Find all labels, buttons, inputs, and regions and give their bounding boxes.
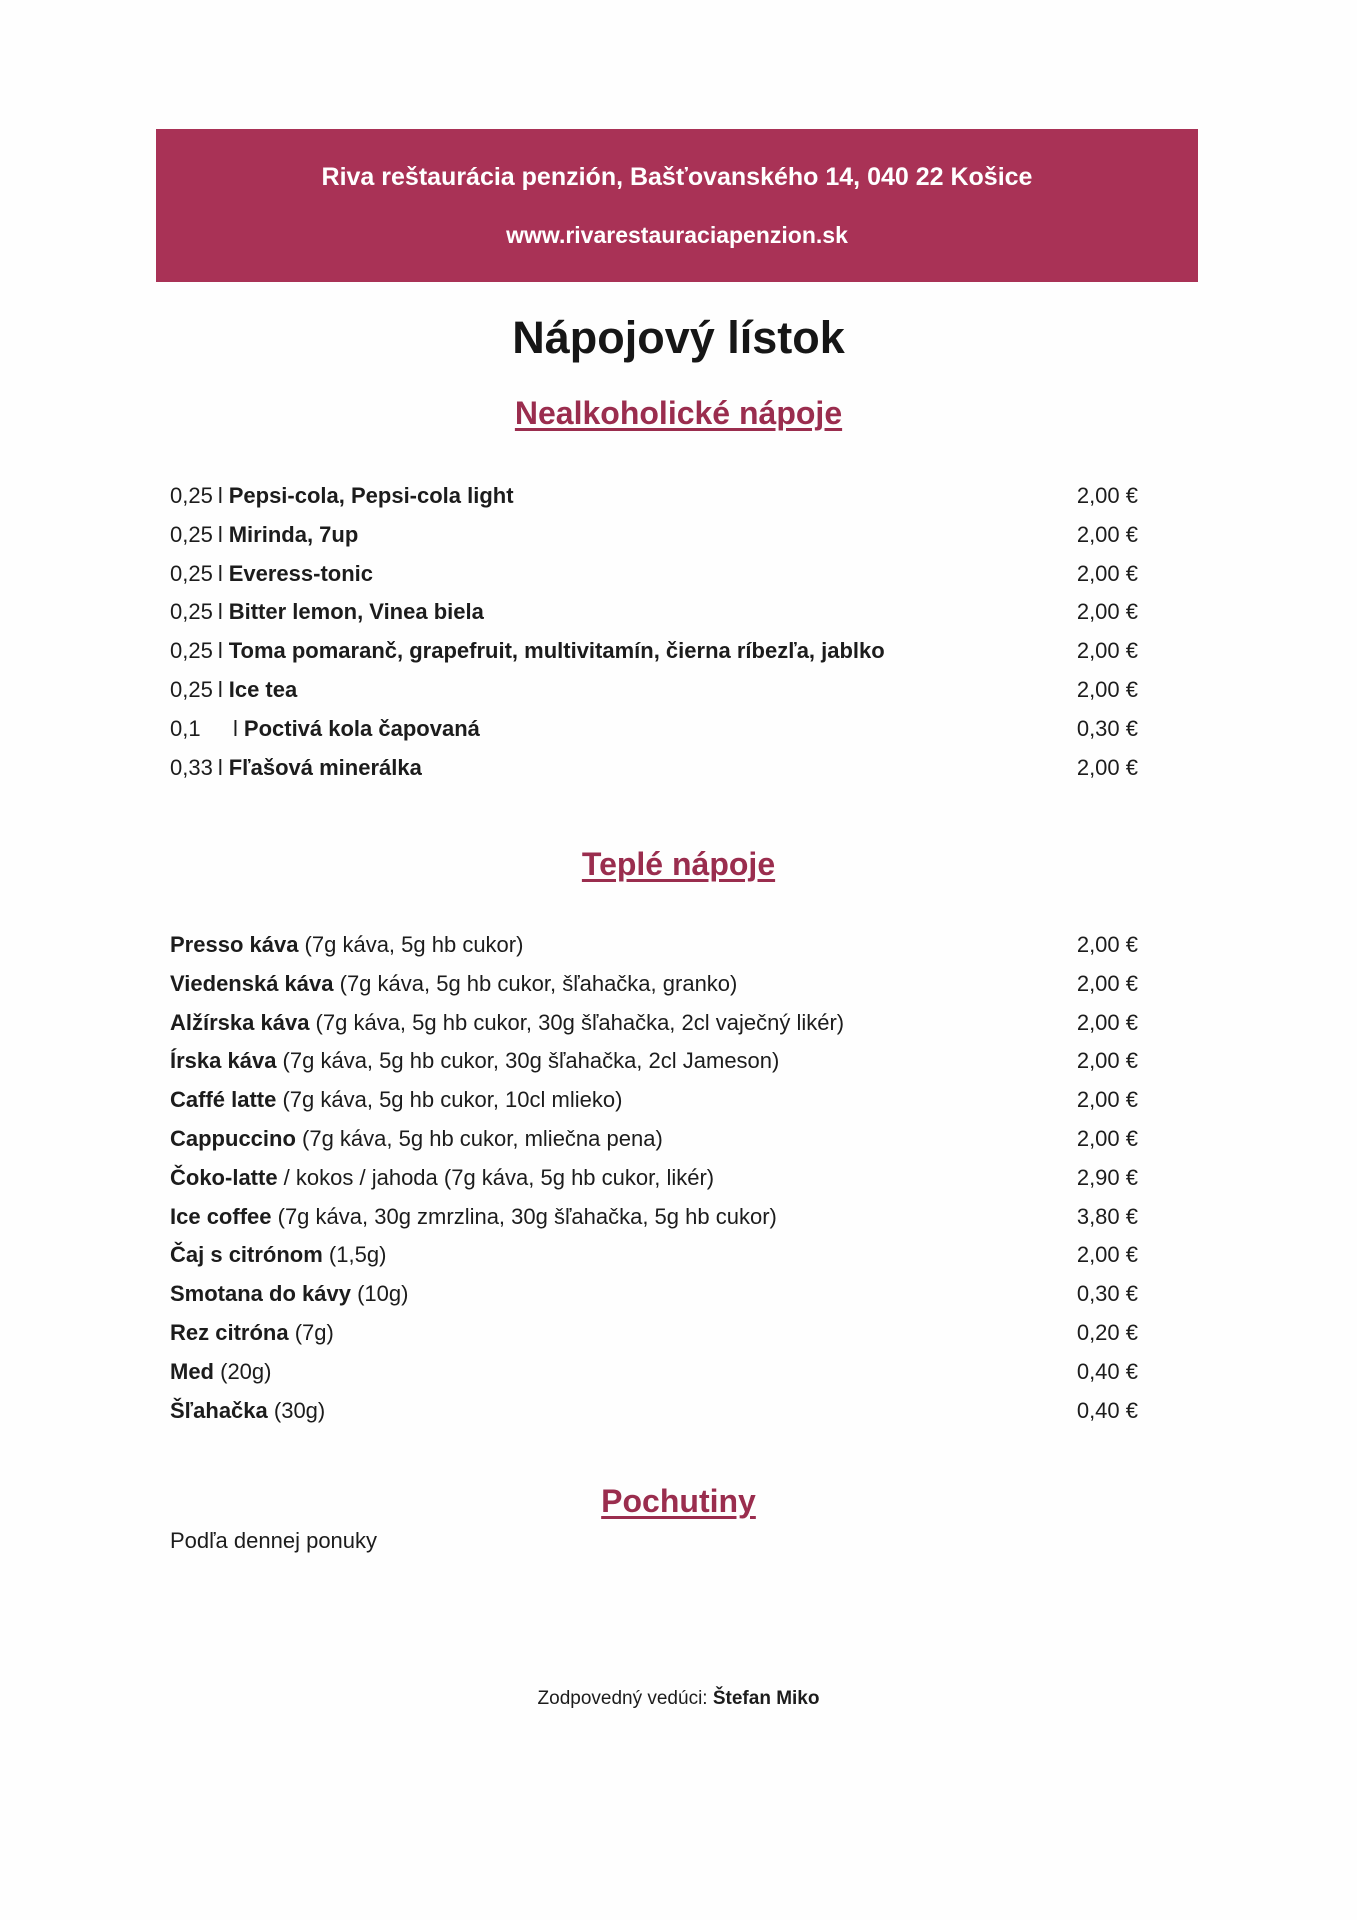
item-description: (7g káva, 5g hb cukor, šľahačka, granko)	[333, 970, 738, 996]
item-price: 2,00 €	[1076, 1009, 1138, 1035]
item-price: 2,00 €	[1076, 1087, 1138, 1113]
item-price: 2,00 €	[1076, 638, 1138, 664]
item-name: Everess-tonic	[228, 560, 374, 586]
item-price: 2,00 €	[1076, 676, 1138, 702]
item-price: 2,00 €	[1076, 483, 1138, 508]
section-heading-soft-drinks: Nealkoholické nápoje	[514, 395, 843, 431]
item-name: Írska káva	[170, 1048, 277, 1074]
menu-item-row	[170, 555, 1138, 594]
menu-item-row	[170, 1159, 1138, 1198]
item-price: 2,00 €	[1076, 932, 1138, 957]
item-unit: l	[217, 560, 223, 586]
item-price: 2,00 €	[1076, 970, 1138, 996]
item-price: 2,00 €	[1076, 521, 1138, 547]
menu-item-row	[170, 1120, 1138, 1159]
section-heading-snacks: Pochutiny	[601, 1483, 756, 1519]
item-description: (30g)	[267, 1397, 326, 1423]
menu-item-row	[170, 1198, 1138, 1237]
item-name: Presso káva	[170, 932, 299, 957]
manager-name: Štefan Miko	[712, 1688, 820, 1709]
item-price: 3,80 €	[1076, 1203, 1138, 1229]
item-unit: l	[217, 676, 223, 702]
item-name: Poctivá kola čapovaná	[243, 715, 480, 741]
item-price: 2,00 €	[1076, 1125, 1138, 1151]
menu-item-row	[170, 965, 1138, 1004]
menu-item-row	[170, 516, 1138, 555]
item-description: (7g káva, 5g hb cukor, mliečna pena)	[295, 1125, 663, 1151]
menu-item-row	[170, 1004, 1138, 1043]
item-price: 2,00 €	[1076, 754, 1138, 780]
item-name: Bitter lemon, Vinea biela	[228, 599, 484, 625]
menu-item-row	[170, 749, 1138, 788]
item-description: (7g káva, 5g hb cukor, 30g šľahačka, 2cl Jameson)	[276, 1048, 780, 1074]
item-name: Čoko-latte	[170, 1164, 278, 1190]
item-name: Cappuccino	[170, 1125, 296, 1151]
item-volume: 0,1	[170, 715, 201, 741]
item-price: 2,00 €	[1076, 560, 1138, 586]
menu-item-row	[170, 710, 1138, 749]
item-name: Ice tea	[228, 676, 298, 702]
item-name: Rez citróna	[170, 1319, 289, 1345]
item-unit: l	[217, 638, 223, 664]
item-name: Šľahačka	[170, 1397, 268, 1423]
item-description: (7g)	[288, 1319, 334, 1345]
menu-item-row	[170, 1042, 1138, 1081]
item-price: 2,00 €	[1076, 1242, 1138, 1268]
item-price: 2,90 €	[1076, 1164, 1138, 1190]
item-volume: 0,25	[170, 521, 213, 547]
item-name: Med	[170, 1358, 214, 1384]
item-unit: l	[217, 521, 223, 547]
item-name: Ice coffee	[170, 1203, 272, 1229]
hot-drinks-list	[170, 926, 1138, 1430]
item-price: 0,20 €	[1076, 1319, 1138, 1345]
footer	[0, 1688, 1357, 1710]
item-price: 0,40 €	[1076, 1397, 1138, 1423]
restaurant-address: Riva reštaurácia penzión, Bašťovanského 14, 040 22 Košice	[321, 163, 1033, 191]
item-description: (7g káva, 5g hb cukor, 10cl mlieko)	[276, 1087, 623, 1113]
restaurant-website: www.rivarestauraciapenzion.sk	[506, 222, 848, 248]
item-description: (1,5g)	[322, 1242, 387, 1268]
menu-item-row	[170, 1081, 1138, 1120]
item-volume: 0,25	[170, 483, 213, 508]
item-price: 2,00 €	[1076, 1048, 1138, 1074]
soft-drinks-list	[170, 477, 1138, 787]
item-description: (20g)	[214, 1358, 272, 1384]
menu-item-row	[170, 1314, 1138, 1353]
page-title: Nápojový lístok	[512, 312, 845, 363]
menu-item-row	[170, 1236, 1138, 1275]
item-volume: 0,25	[170, 638, 213, 664]
item-name: Mirinda, 7up	[228, 521, 359, 547]
item-description: (7g káva, 30g zmrzlina, 30g šľahačka, 5g hb cukor)	[271, 1203, 777, 1229]
item-description: (7g káva, 5g hb cukor)	[298, 932, 524, 957]
menu-item-row	[170, 477, 1138, 516]
item-name: Fľašová minerálka	[228, 754, 422, 780]
item-volume: 0,33	[170, 754, 213, 780]
item-name: Alžírska káva	[170, 1009, 310, 1035]
manager-label: Zodpovedný vedúci:	[537, 1688, 713, 1709]
item-name: Caffé latte	[170, 1087, 277, 1113]
menu-item-row	[170, 926, 1138, 965]
item-unit: l	[217, 754, 223, 780]
item-name: Viedenská káva	[170, 970, 334, 996]
item-name: Čaj s citrónom	[170, 1242, 323, 1268]
header-banner	[156, 129, 1198, 282]
item-unit: l	[217, 599, 223, 625]
item-unit: l	[233, 715, 238, 741]
item-description: (7g káva, 5g hb cukor, 30g šľahačka, 2cl vaječný likér)	[309, 1009, 845, 1035]
section-heading-hot-drinks: Teplé nápoje	[581, 846, 776, 882]
item-price: 0,30 €	[1076, 715, 1138, 741]
menu-item-row	[170, 1275, 1138, 1314]
item-volume: 0,25	[170, 560, 213, 586]
menu-item-row	[170, 593, 1138, 632]
item-name: Smotana do kávy	[170, 1281, 351, 1307]
item-unit: l	[217, 483, 223, 508]
menu-item-row	[170, 1353, 1138, 1392]
item-volume: 0,25	[170, 599, 213, 625]
item-volume: 0,25	[170, 676, 213, 702]
menu-item-row	[170, 671, 1138, 710]
item-price: 0,30 €	[1076, 1281, 1138, 1307]
item-price: 2,00 €	[1076, 599, 1138, 625]
item-name: Toma pomaranč, grapefruit, multivitamín, čierna ríbezľa, jablko	[228, 638, 885, 664]
item-name: Pepsi-cola, Pepsi-cola light	[228, 483, 514, 508]
item-price: 0,40 €	[1076, 1358, 1138, 1384]
item-description: / kokos / jahoda (7g káva, 5g hb cukor, likér)	[277, 1164, 715, 1190]
menu-item-row	[170, 632, 1138, 671]
item-description: (10g)	[350, 1281, 409, 1307]
snacks-note: Podľa dennej ponuky	[170, 1528, 378, 1553]
menu-item-row	[170, 1392, 1138, 1431]
